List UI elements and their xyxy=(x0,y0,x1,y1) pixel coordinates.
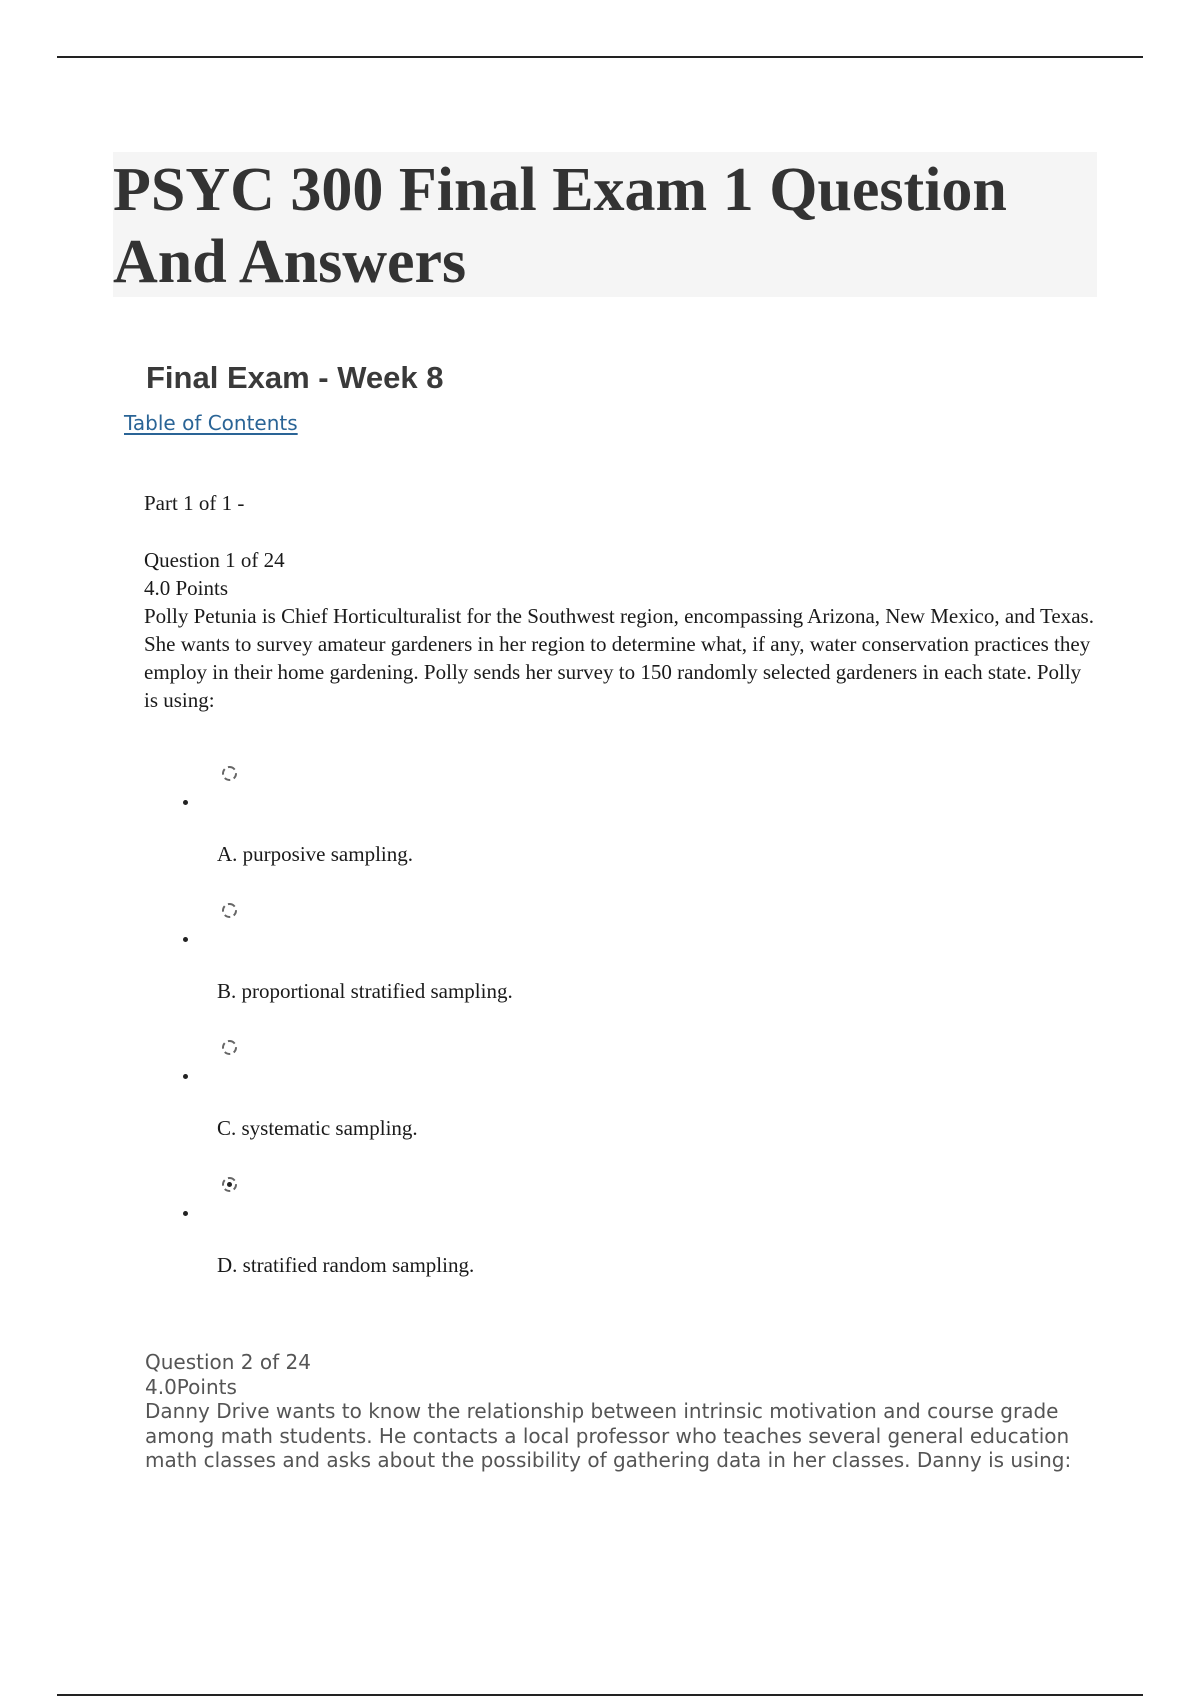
answer-option-a[interactable] xyxy=(180,760,880,897)
question-text: Danny Drive wants to know the relationship between intrinsic motivation and course grade among math students. He contacts a local professor who teaches several general education math classes and asks about the possibility of gathering data in her classes. Danny is using: xyxy=(145,1399,1072,1472)
option-label: A. purposive sampling. xyxy=(217,842,413,866)
question-2 xyxy=(145,1350,1095,1473)
answer-option-c[interactable] xyxy=(180,1034,880,1171)
bullet-icon xyxy=(183,1074,188,1079)
bullet-icon xyxy=(183,937,188,942)
option-label: C. systematic sampling. xyxy=(217,1116,418,1140)
question-points: 4.0Points xyxy=(145,1374,237,1399)
question-number: Question 2 of 24 xyxy=(145,1350,311,1374)
option-label: D. stratified random sampling. xyxy=(217,1253,475,1277)
question-1 xyxy=(144,546,1094,714)
radio-button-selected-icon[interactable] xyxy=(222,1177,237,1192)
table-of-contents-link[interactable]: Table of Contents xyxy=(124,411,298,435)
bottom-rule xyxy=(57,1694,1143,1696)
answer-option-b[interactable] xyxy=(180,897,880,1034)
radio-button-icon[interactable] xyxy=(222,766,237,781)
exam-subtitle: Final Exam - Week 8 xyxy=(146,360,444,395)
document-title: PSYC 300 Final Exam 1 Question And Answers xyxy=(113,156,1007,296)
top-rule xyxy=(57,56,1143,58)
option-label: B. proportional stratified sampling. xyxy=(217,979,513,1003)
bullet-icon xyxy=(183,1211,188,1216)
radio-button-icon[interactable] xyxy=(222,1040,237,1055)
question-number: Question 1 of 24 xyxy=(144,548,285,572)
bullet-icon xyxy=(183,800,188,805)
question-text: Polly Petunia is Chief Horticulturalist for the Southwest region, encompassing Arizona, New Mexico, and Texas. She wants to survey amateur gardeners in her region to determine what, if any, water conservation practices they employ in their home gardening. Polly sends her survey to 150 randomly selected gardeners in each state. Polly is using: xyxy=(144,604,1094,712)
radio-button-icon[interactable] xyxy=(222,903,237,918)
part-label: Part 1 of 1 - xyxy=(144,491,245,515)
answer-option-d[interactable] xyxy=(180,1171,880,1308)
question-points: 4.0 Points xyxy=(144,576,229,600)
